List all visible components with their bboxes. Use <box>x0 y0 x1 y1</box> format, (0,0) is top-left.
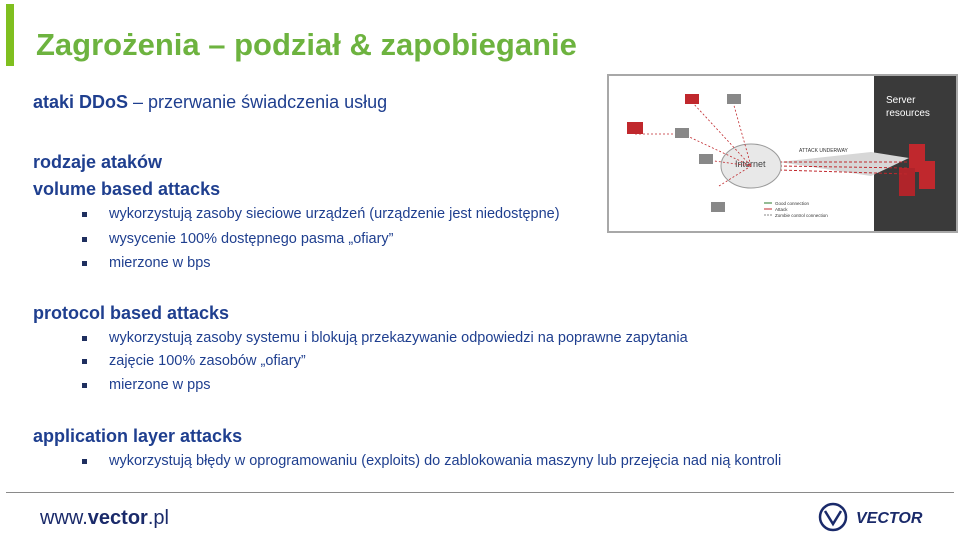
slide-title: Zagrożenia – podział & zapobieganie <box>36 27 577 62</box>
bullet-square-icon <box>82 212 87 217</box>
computer-icon <box>711 202 725 212</box>
slide-subtitle <box>33 92 387 113</box>
section-heading-application: application layer attacks <box>33 426 243 446</box>
footer-url[interactable]: www.vector.pl <box>40 507 169 529</box>
attack-label: ATTACK UNDERWAY <box>799 148 848 154</box>
computer-icon <box>699 154 713 164</box>
ddos-diagram-svg <box>609 76 956 231</box>
computer-icon <box>675 128 689 138</box>
legend-zombie-control: Zombie control connection <box>775 213 828 218</box>
bullet-square-icon <box>82 336 87 341</box>
subtitle-strong: ataki DDoS <box>33 92 129 112</box>
section-subheading-volume: volume based attacks <box>33 179 221 199</box>
victim-server-icon <box>899 168 915 196</box>
footer-divider <box>6 492 954 493</box>
victim-server-icon <box>919 161 935 189</box>
bullet-square-icon <box>82 383 87 388</box>
bullet-square-icon <box>82 237 87 242</box>
ddos-diagram <box>607 74 958 233</box>
accent-bar <box>6 4 14 66</box>
server-label: Server <box>886 95 916 106</box>
vector-logo-text: VECTOR <box>856 510 923 527</box>
attacker-computer-icon <box>627 122 643 134</box>
server-resources-label: resources <box>886 108 930 119</box>
bullet-square-icon <box>82 261 87 266</box>
bullet-square-icon <box>82 459 87 464</box>
section-heading-types: rodzaje ataków <box>33 152 163 172</box>
section-heading-protocol: protocol based attacks <box>33 303 230 323</box>
computer-icon <box>727 94 741 104</box>
legend-attack: Attack <box>775 207 788 212</box>
bullet-square-icon <box>82 359 87 364</box>
legend-good-connection: Good connection <box>775 201 810 206</box>
zombie-computer-icon <box>685 94 699 104</box>
internet-label: Internet <box>735 159 766 169</box>
subtitle-rest: – przerwanie świadczenia usług <box>128 92 388 112</box>
